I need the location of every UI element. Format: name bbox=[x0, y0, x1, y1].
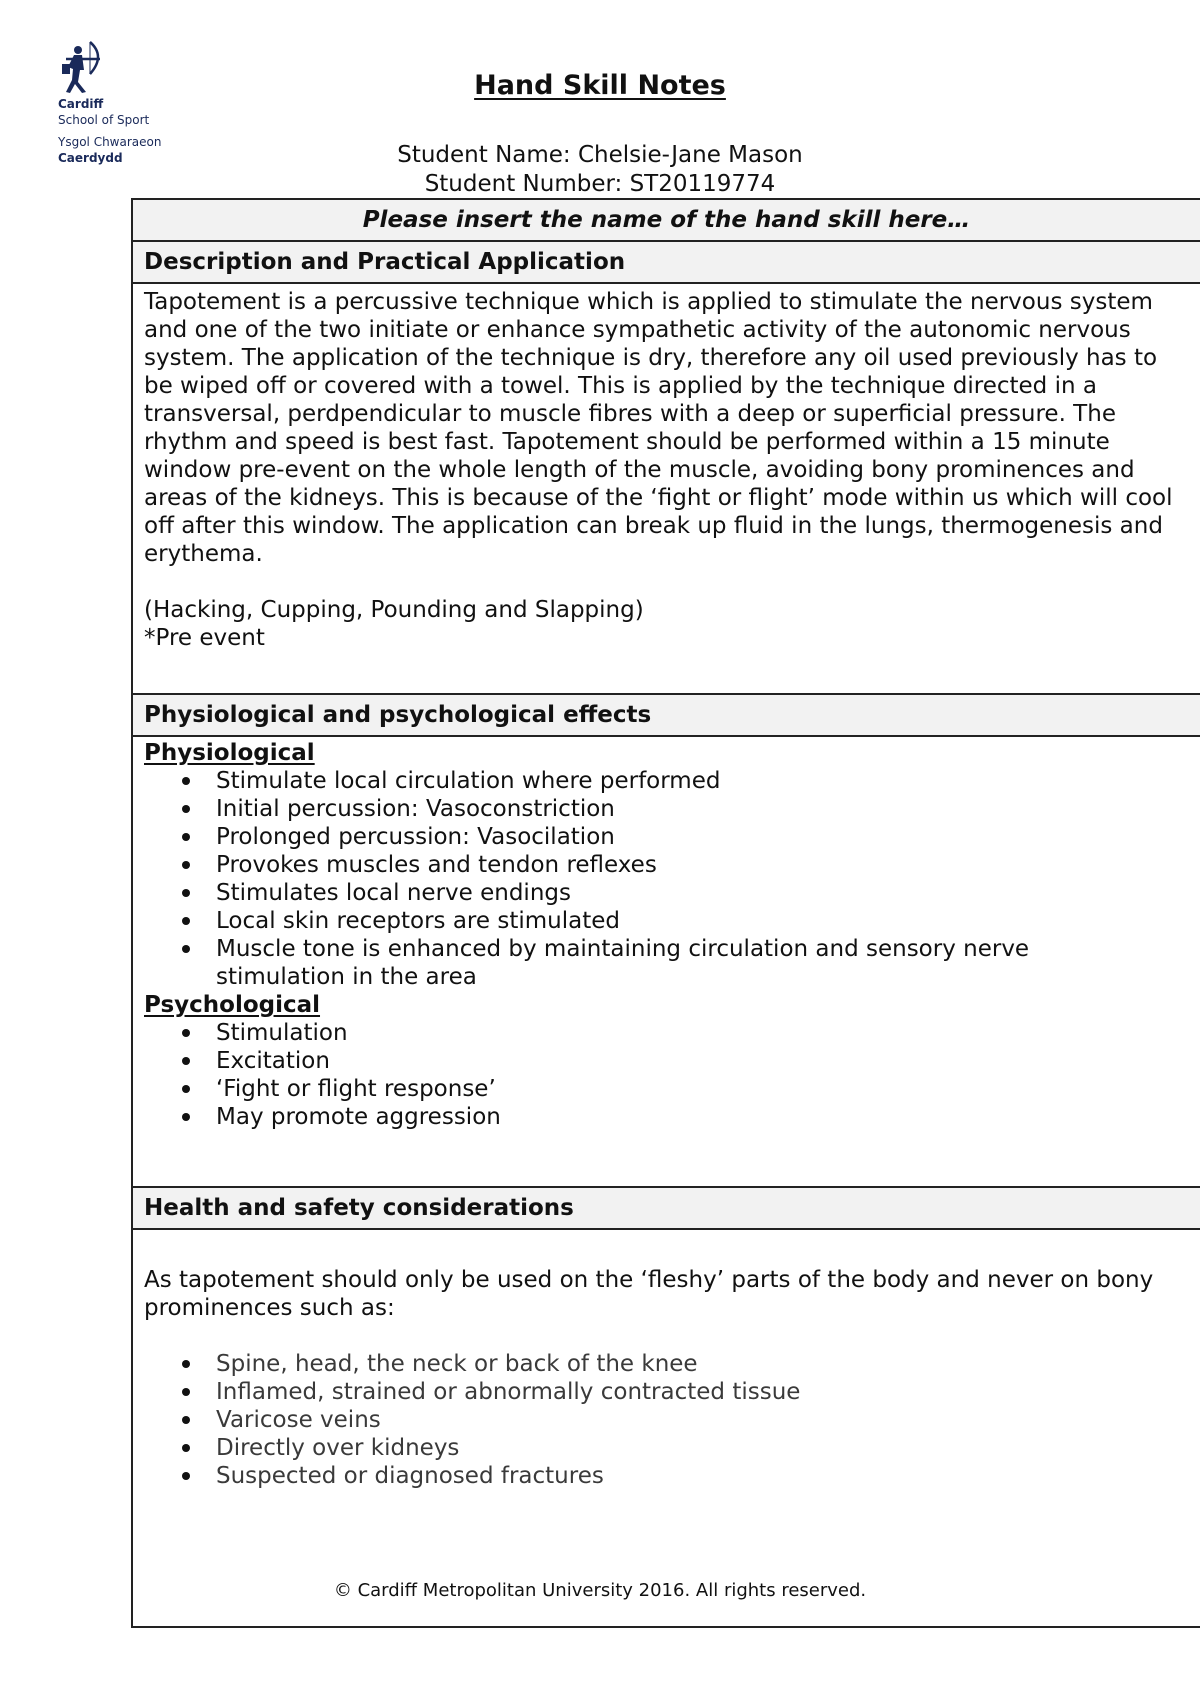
list-item: Local skin receptors are stimulated bbox=[144, 907, 1180, 935]
description-paragraph: Tapotement is a percussive technique which is applied to stimulate the nervous system and one of the two initiate or enhance sympathetic activity of the autonomic nervous system. The application of the technique is dry, therefore any oil used previously has to be wiped off or covered with a towel. This is applied by the technique directed in a transversal, perdpendicular to muscle fibres with a deep or superficial pressure. The rhythm and speed is best fast. Tapotement should be performed within a 15 minute window pre-event on the whole length of the muscle, avoiding bony prominences and areas of the kidneys. This is because of the ‘fight or flight’ mode within us which will cool off after this window. The application can break up fluid in the lungs, thermogenesis and erythema. bbox=[144, 289, 1173, 567]
logo-line-3: Ysgol Chwaraeon bbox=[58, 135, 162, 149]
physiological-list bbox=[144, 767, 1180, 991]
list-item: Stimulate local circulation where performed bbox=[144, 767, 1180, 795]
list-item: Muscle tone is enhanced by maintaining circulation and sensory nerve stimulation in the area bbox=[144, 935, 1180, 991]
safety-intro: As tapotement should only be used on the ‘fleshy’ parts of the body and never on bony prominences such as: bbox=[144, 1267, 1154, 1321]
student-number: Student Number: ST20119774 bbox=[424, 171, 776, 197]
safety-body bbox=[133, 1230, 1200, 1626]
logo-line-4: Caerdydd bbox=[58, 151, 123, 165]
list-item: Suspected or diagnosed fractures bbox=[144, 1462, 1180, 1490]
list-item: Stimulates local nerve endings bbox=[144, 879, 1180, 907]
logo-line-1: Cardiff bbox=[58, 97, 104, 111]
list-item: Varicose veins bbox=[144, 1406, 1180, 1434]
list-item: Spine, head, the neck or back of the knee bbox=[144, 1350, 1180, 1378]
physiological-subheading: Physiological bbox=[144, 740, 315, 766]
copyright-footer: © Cardiff Metropolitan University 2016. All rights reserved. bbox=[333, 1580, 867, 1601]
list-item: Excitation bbox=[144, 1047, 1180, 1075]
effects-body bbox=[133, 737, 1200, 1188]
list-item: Directly over kidneys bbox=[144, 1434, 1180, 1462]
list-item: Inflamed, strained or abnormally contracted tissue bbox=[144, 1378, 1180, 1406]
list-item: Initial percussion: Vasoconstriction bbox=[144, 795, 1180, 823]
safety-heading: Health and safety considerations bbox=[133, 1188, 1200, 1230]
psychological-list bbox=[144, 1019, 1180, 1131]
list-item: May promote aggression bbox=[144, 1103, 1180, 1131]
psychological-subheading: Psychological bbox=[144, 992, 321, 1018]
notes-table bbox=[131, 198, 1200, 1628]
page-title: Hand Skill Notes bbox=[474, 70, 726, 101]
technique-list-text: (Hacking, Cupping, Pounding and Slapping) bbox=[144, 597, 644, 623]
description-body bbox=[133, 284, 1200, 695]
description-heading: Description and Practical Application bbox=[133, 242, 1200, 284]
list-item: Stimulation bbox=[144, 1019, 1180, 1047]
list-item: ‘Fight or flight response’ bbox=[144, 1075, 1180, 1103]
student-name: Student Name: Chelsie-Jane Mason bbox=[397, 142, 803, 168]
timing-note: *Pre event bbox=[144, 625, 265, 651]
effects-heading: Physiological and psychological effects bbox=[133, 695, 1200, 737]
logo-line-2: School of Sport bbox=[58, 113, 150, 127]
list-item: Prolonged percussion: Vasocilation bbox=[144, 823, 1180, 851]
list-item: Provokes muscles and tendon reflexes bbox=[144, 851, 1180, 879]
skill-name-field[interactable]: Please insert the name of the hand skill here… bbox=[133, 200, 1200, 242]
safety-list bbox=[144, 1350, 1180, 1490]
